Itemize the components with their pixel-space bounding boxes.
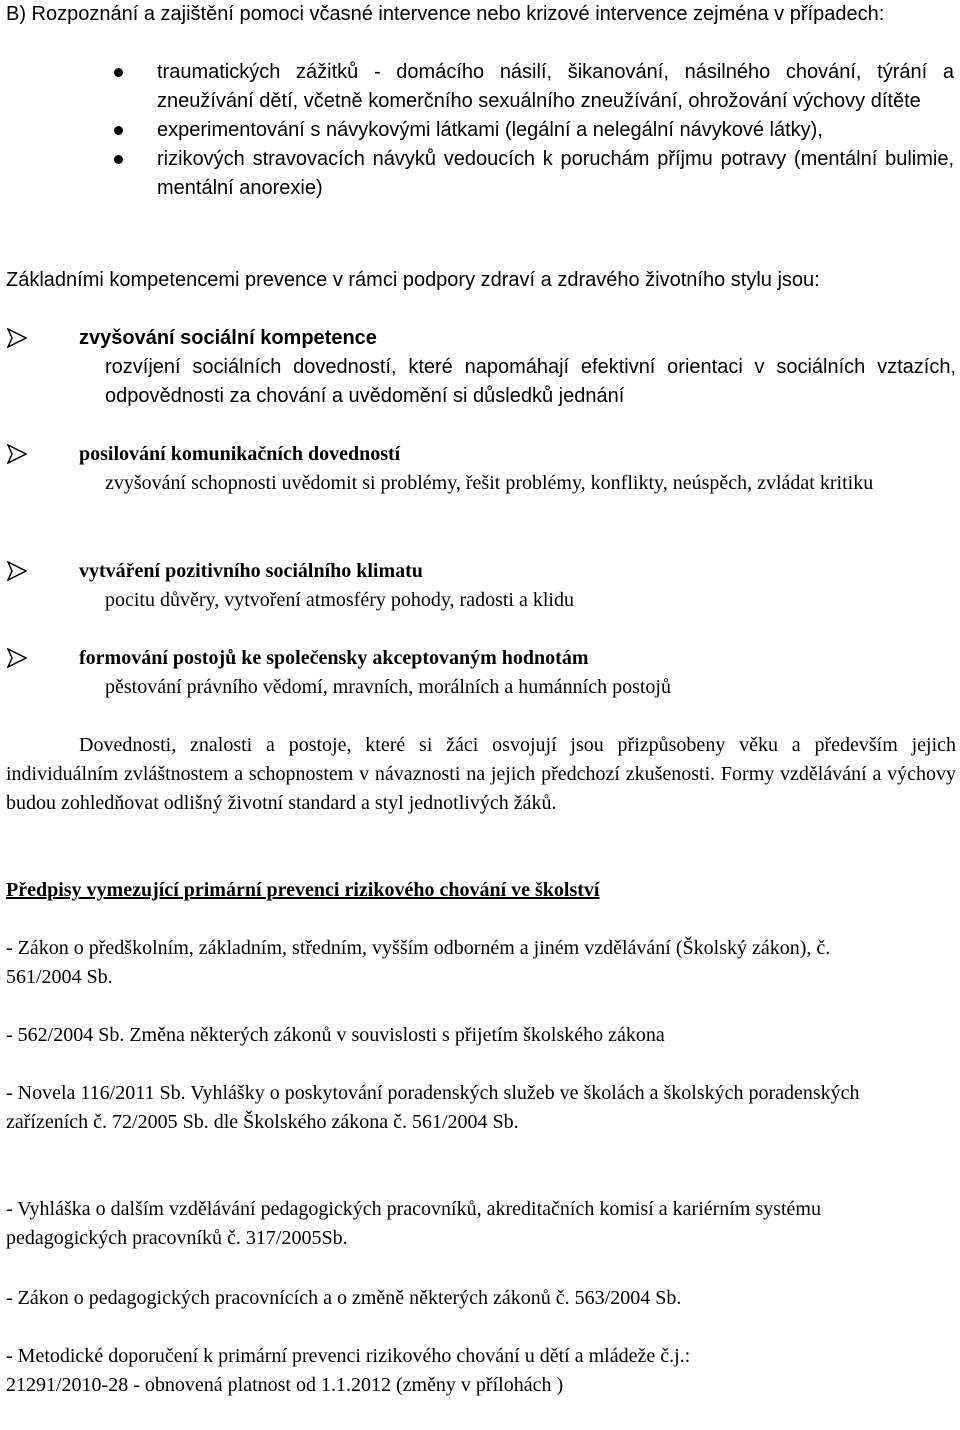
competence-title: formování postojů ke společensky akceptovaným hodnotám [79,647,589,669]
regulation-item: - Zákon o předškolním, základním, středním, vyšším odborném a jiném vzdělávání (Školský zákon), č. 561/2004 Sb. [6,937,831,988]
bullet-item [157,116,954,145]
bullet-item [157,58,954,116]
competences-heading: Základními kompetencemi prevence v rámci podpory zdraví a zdravého životního stylu jsou: [6,269,820,291]
competence-description: zvyšování schopnosti uvědomit si problémy, řešit problémy, konflikty, neúspěch, zvládat kritiku [105,472,874,494]
competence-description: pocitu důvěry, vytvoření atmosféry pohody, radosti a klidu [105,589,574,611]
section-title: Předpisy vymezující primární prevenci rizikového chování ve školství [6,879,600,901]
intro-heading: B) Rozpoznání a zajištění pomoci včasné intervence nebo krizové intervence zejména v případech: [6,3,885,25]
competence-description: pěstování právního vědomí, mravních, morálních a humánních postojů [105,676,671,698]
bullet-list [0,58,960,203]
bullet-text: rizikových stravovacích návyků vedoucích k poruchám příjmu potravy (mentální bulimie, mentální anorexie) [157,148,954,199]
regulation-item: - 562/2004 Sb. Změna některých zákonů v souvislosti s přijetím školského zákona [6,1024,665,1046]
arrowhead-bullet-icon [7,561,27,581]
bullet-dot-icon [114,126,123,135]
regulation-item: - Vyhláška o dalším vzdělávání pedagogických pracovníků, akreditačních komisí a kariérním systému pedagogických pracovníků č. 317/2005Sb. [6,1198,821,1249]
competence-title: zvyšování sociální kompetence [79,327,377,349]
bullet-text: traumatických zážitků - domácího násilí, šikanování, násilného chování, týrání a zneužívání dětí, včetně komerčního sexuálního zneužívání, ohrožování výchovy dítěte [157,61,954,112]
arrowhead-bullet-icon [7,444,27,464]
bullet-dot-icon [114,155,123,164]
body-paragraph: Dovednosti, znalosti a postoje, které si žáci osvojují jsou přizpůsobeny věku a především jejich individuálním zvláštnostem a schopnostem v návaznosti na jejich předchozí zkušenosti. Formy vzdělávání a výchovy budou zohledňovat odlišný životní standard a styl jednotlivých žáků. [6,734,956,814]
arrowhead-bullet-icon [7,328,27,348]
competence-description: rozvíjení sociálních dovedností, které napomáhají efektivní orientaci v sociálních vztazích, odpovědnosti za chování a uvědomění si důsledků jednání [105,356,956,407]
bullet-dot-icon [114,68,123,77]
regulation-item: - Metodické doporučení k primární prevenci rizikového chování u dětí a mládeže č.j.: 21291/2010-28 - obnovená platnost od 1.1.2012 (změny v přílohách ) [6,1345,691,1396]
bullet-item [157,145,954,203]
competence-title: vytváření pozitivního sociálního klimatu [79,560,423,582]
bullet-text: experimentování s návykovými látkami (legální a nelegální návykové látky), [157,119,823,141]
competence-title: posilování komunikačních dovedností [79,443,401,465]
regulation-item: - Novela 116/2011 Sb. Vyhlášky o poskytování poradenských služeb ve školách a školských poradenských zařízeních č. 72/2005 Sb. dle Školského zákona č. 561/2004 Sb. [6,1082,860,1133]
regulation-item: - Zákon o pedagogických pracovnících a o změně některých zákonů č. 563/2004 Sb. [6,1287,682,1309]
arrowhead-bullet-icon [7,648,27,668]
